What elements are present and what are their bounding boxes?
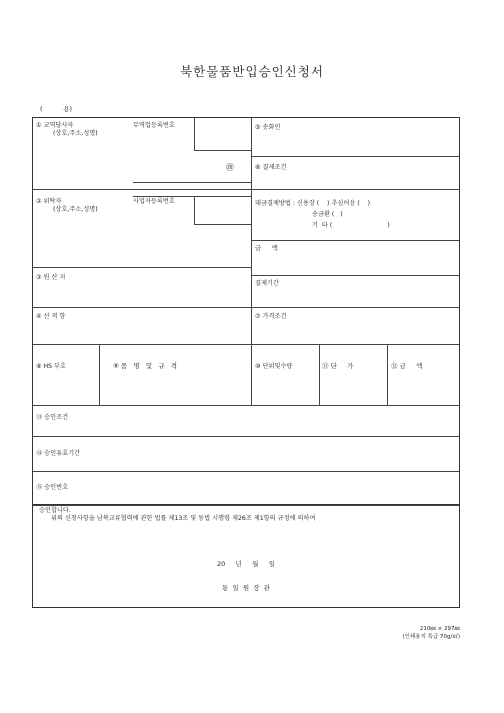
column-divider: [251, 118, 252, 344]
seal-mark: ㊞: [226, 163, 234, 172]
row-line: [33, 344, 459, 345]
trader-sub-label: (상호,주소,성명): [53, 130, 98, 137]
amount-label: 금 액: [255, 244, 278, 252]
statement-line-1: 위의 신청사항을 남북교류협력에 관한 법률 제13조 및 동법 시행령 제26조 제1항의 규정에 의하여: [51, 515, 316, 522]
price-terms-label: ⑦ 가격조건: [255, 313, 287, 320]
date-line: 20 년 월 일: [216, 560, 276, 568]
biz-reg-no-label: 사업자등록번호: [133, 198, 175, 205]
statement-box: [32, 505, 460, 608]
column-divider: [319, 344, 320, 405]
row-line: [33, 307, 251, 308]
payment-remit-label: 송금환 ( ): [312, 211, 343, 218]
payment-period-label: 결제기간: [255, 280, 279, 287]
trader-sign-line: [133, 182, 251, 183]
approval-validity-label: ⑭ 승인유효기간: [36, 450, 81, 457]
row-line: [251, 307, 459, 308]
payment-other-label: 기 타 ( ): [312, 222, 390, 229]
copy-label: ( 용): [40, 105, 73, 113]
authority-name: 통 일 원 장 관: [222, 584, 270, 592]
row-line: [251, 156, 459, 157]
row-line: [33, 436, 459, 437]
form-title: 북한물품반입승인신청서: [180, 64, 324, 79]
total-amount-header: ⑫ 금 액: [391, 362, 423, 370]
row-line: [251, 189, 459, 190]
box-divider: [194, 118, 195, 150]
delegate-label: ② 위탁자: [36, 198, 62, 205]
hs-code-header: ⑧ HS 부호: [36, 363, 67, 370]
unit-price-header: ⑪ 단 가: [322, 362, 354, 370]
trader-label: ① 교역당사자: [36, 122, 74, 129]
column-divider: [99, 344, 100, 405]
origin-label: ③ 원 산 지: [36, 274, 66, 281]
column-divider: [387, 344, 388, 405]
quantity-header: ⑩ 단위및수량: [255, 363, 293, 370]
column-divider: [251, 344, 252, 405]
loading-port-label: ④ 선 적 항: [36, 313, 66, 320]
row-line: [251, 240, 459, 241]
box-line: [194, 150, 251, 151]
box-line: [194, 224, 251, 225]
delegate-sub-label: (상호,주소,성명): [53, 206, 98, 213]
row-line: [33, 189, 251, 190]
row-line: [251, 275, 459, 276]
approval-number-label: ⑮ 승인번호: [36, 484, 69, 491]
paper-spec: (인쇄용지 특급 70g/㎡): [402, 634, 460, 640]
product-header: ⑨ 품 명 및 규 격: [113, 362, 178, 370]
box-divider: [194, 196, 195, 224]
shipper-label: ⑤ 송화인: [255, 124, 281, 131]
row-line: [33, 267, 251, 268]
approval-conditions-label: ⑬ 승인조건: [36, 414, 69, 421]
statement-line-2: 승인합니다.: [39, 507, 71, 514]
paper-size: 210㎜ × 297㎜: [419, 626, 460, 632]
row-line: [33, 471, 459, 472]
box-line: [133, 196, 251, 197]
trade-reg-no-label: 무역업등록번호: [133, 122, 175, 129]
payment-method-label: 대금결제방법 : 신용장 ( ) 추심어음 ( ): [255, 200, 371, 207]
payment-terms-label: ⑥ 결제조건: [255, 164, 287, 171]
row-line: [33, 405, 459, 406]
